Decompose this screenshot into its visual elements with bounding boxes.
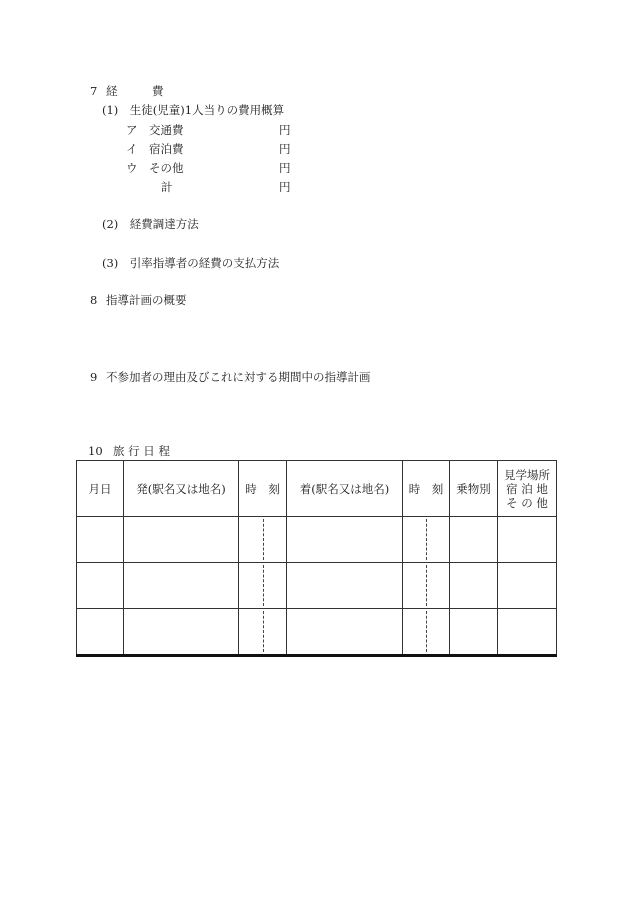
cost-per-student-heading: (1) 生徒(児童)1人当りの費用概算: [102, 103, 285, 117]
header-other: そ の 他: [506, 495, 548, 510]
time-divider: [426, 519, 427, 560]
time-divider: [263, 519, 264, 560]
table-row: [77, 517, 557, 563]
misc-cell[interactable]: [498, 563, 557, 609]
header-lodging-place: 宿 泊 地: [506, 481, 548, 496]
lodging-cost-unit: 円: [279, 142, 291, 156]
header-vehicle: 乗物別: [450, 461, 498, 517]
time-divider: [426, 565, 427, 606]
itinerary-table: [76, 460, 557, 657]
total-cost-label: 計: [161, 180, 173, 194]
section-8-title: 指導計画の概要: [106, 293, 187, 307]
transport-cost-unit: 円: [279, 123, 291, 137]
section-7-title: 経 費: [106, 84, 164, 98]
arrival-time-cell[interactable]: [403, 563, 450, 609]
vehicle-cell[interactable]: [450, 609, 498, 656]
header-departure: 発(駅名又は地名): [124, 461, 239, 517]
other-cost-unit: 円: [279, 161, 291, 175]
date-cell[interactable]: [77, 517, 124, 563]
table-row: [77, 609, 557, 656]
arrival-cell[interactable]: [287, 609, 403, 656]
departure-cell[interactable]: [124, 609, 239, 656]
arrival-cell[interactable]: [287, 563, 403, 609]
date-cell[interactable]: [77, 609, 124, 656]
arrival-time-cell[interactable]: [403, 609, 450, 656]
total-cost-unit: 円: [279, 180, 291, 194]
departure-cell[interactable]: [124, 563, 239, 609]
departure-time-cell[interactable]: [239, 609, 287, 656]
time-divider: [263, 565, 264, 606]
section-8-number: 8: [90, 293, 98, 307]
vehicle-cell[interactable]: [450, 517, 498, 563]
header-visit-place: 見学場所: [504, 467, 550, 482]
arrival-time-cell[interactable]: [403, 517, 450, 563]
other-cost-label: ウ その他: [126, 161, 184, 175]
funding-method-heading: (2) 経費調達方法: [102, 217, 199, 231]
section-10-number: 10: [88, 444, 103, 458]
time-divider: [426, 611, 427, 652]
header-departure-time: 時 刻: [239, 461, 287, 517]
transport-cost-label: ア 交通費: [126, 123, 184, 137]
misc-cell[interactable]: [498, 609, 557, 656]
arrival-cell[interactable]: [287, 517, 403, 563]
table-row: [77, 563, 557, 609]
vehicle-cell[interactable]: [450, 563, 498, 609]
departure-time-cell[interactable]: [239, 563, 287, 609]
lodging-cost-label: イ 宿泊費: [126, 142, 184, 156]
section-10-title: 旅 行 日 程: [113, 444, 170, 458]
header-date: 月日: [77, 461, 124, 517]
departure-cell[interactable]: [124, 517, 239, 563]
header-arrival-time: 時 刻: [403, 461, 450, 517]
leader-payment-heading: (3) 引率指導者の経費の支払方法: [102, 256, 280, 270]
header-visit-lodging-other: [498, 461, 557, 517]
section-7-number: 7: [90, 84, 98, 98]
departure-time-cell[interactable]: [239, 517, 287, 563]
section-9-number: 9: [90, 370, 98, 384]
header-arrival: 着(駅名又は地名): [287, 461, 403, 517]
section-9-title: 不参加者の理由及びこれに対する期間中の指導計画: [106, 370, 371, 384]
date-cell[interactable]: [77, 563, 124, 609]
time-divider: [263, 611, 264, 652]
misc-cell[interactable]: [498, 517, 557, 563]
itinerary-header-row: [77, 461, 557, 517]
